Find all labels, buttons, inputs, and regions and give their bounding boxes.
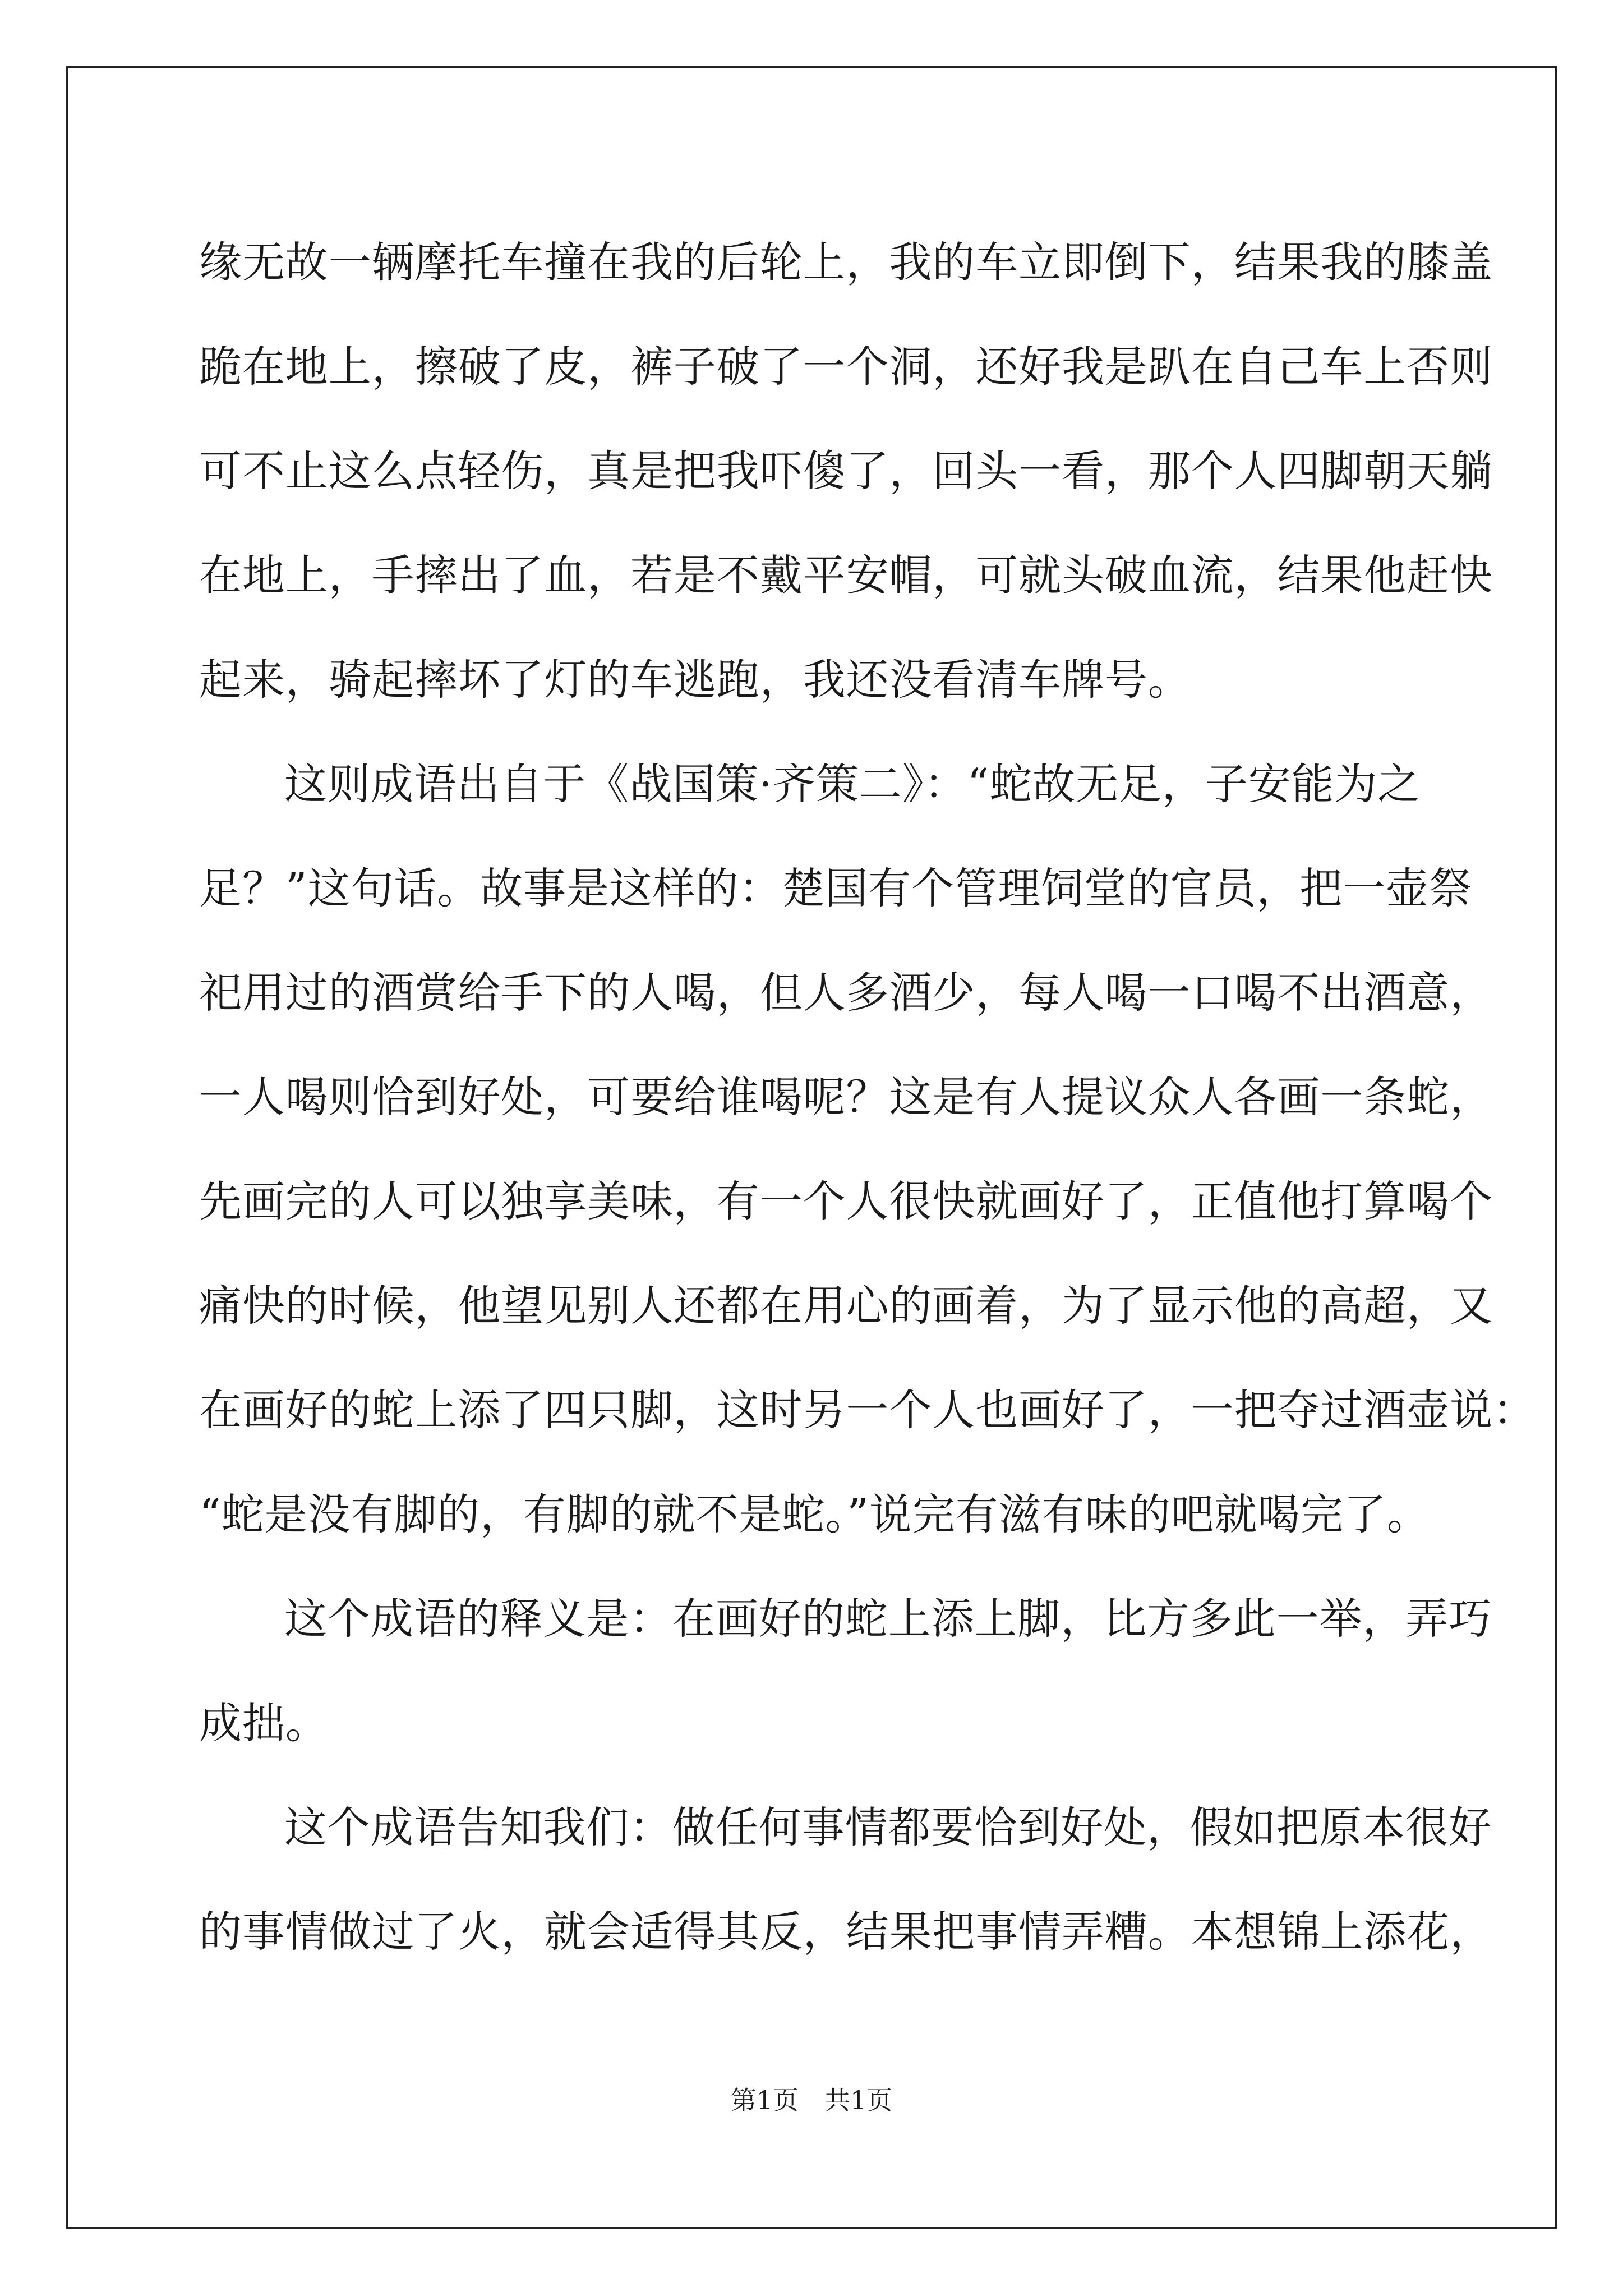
text-line: 缘无故一辆摩托车撞在我的后轮上，我的车立即倒下，结果我的膝盖 — [199, 237, 1493, 287]
text-line: 这个成语的释义是：在画好的蛇上添上脚，比方多此一举，弄巧 — [284, 1594, 1492, 1644]
text-line: 跪在地上，擦破了皮，裤子破了一个洞，还好我是趴在自己车上否则 — [199, 342, 1493, 392]
text-line: 在画好的蛇上添了四只脚，这时另一个人也画好了，一把夺过酒壶说： — [199, 1385, 1536, 1435]
text-line: 起来，骑起摔坏了灯的车逃跑，我还没看清车牌号。 — [199, 655, 1191, 705]
document-body — [199, 210, 1536, 1984]
text-line: 祀用过的酒赏给手下的人喝，但人多酒少，每人喝一口喝不出酒意， — [199, 968, 1493, 1018]
text-line: 这则成语出自于《战国策·齐策二》：“蛇故无足，子安能为之 — [284, 759, 1421, 809]
text-line: 的事情做过了火，就会适得其反，结果把事情弄糟。本想锦上添花， — [199, 1907, 1493, 1957]
text-line: 一人喝则恰到好处，可要给谁喝呢？这是有人提议众人各画一条蛇， — [199, 1072, 1493, 1122]
text-line: 在地上，手摔出了血，若是不戴平安帽，可就头破血流，结果他赶快 — [199, 550, 1493, 600]
page-number-footer: 第1页 共1页 — [730, 2085, 893, 2115]
text-line: 可不止这么点轻伤，真是把我吓傻了，回头一看，那个人四脚朝天躺 — [199, 446, 1493, 496]
text-line: 这个成语告知我们：做任何事情都要恰到好处，假如把原本很好 — [284, 1802, 1492, 1852]
text-line: 成拙。 — [199, 1698, 329, 1748]
text-line: 痛快的时候，他望见别人还都在用心的画着，为了显示他的高超，又 — [199, 1281, 1493, 1331]
text-line: 足？”这句话。故事是这样的：楚国有个管理饲堂的官员，把一壶祭 — [199, 863, 1472, 913]
text-line: “蛇是没有脚的，有脚的就不是蛇。”说完有滋有味的吧就喝完了。 — [199, 1489, 1430, 1539]
text-line: 先画完的人可以独享美味，有一个人很快就画好了，正值他打算喝个 — [199, 1176, 1493, 1226]
